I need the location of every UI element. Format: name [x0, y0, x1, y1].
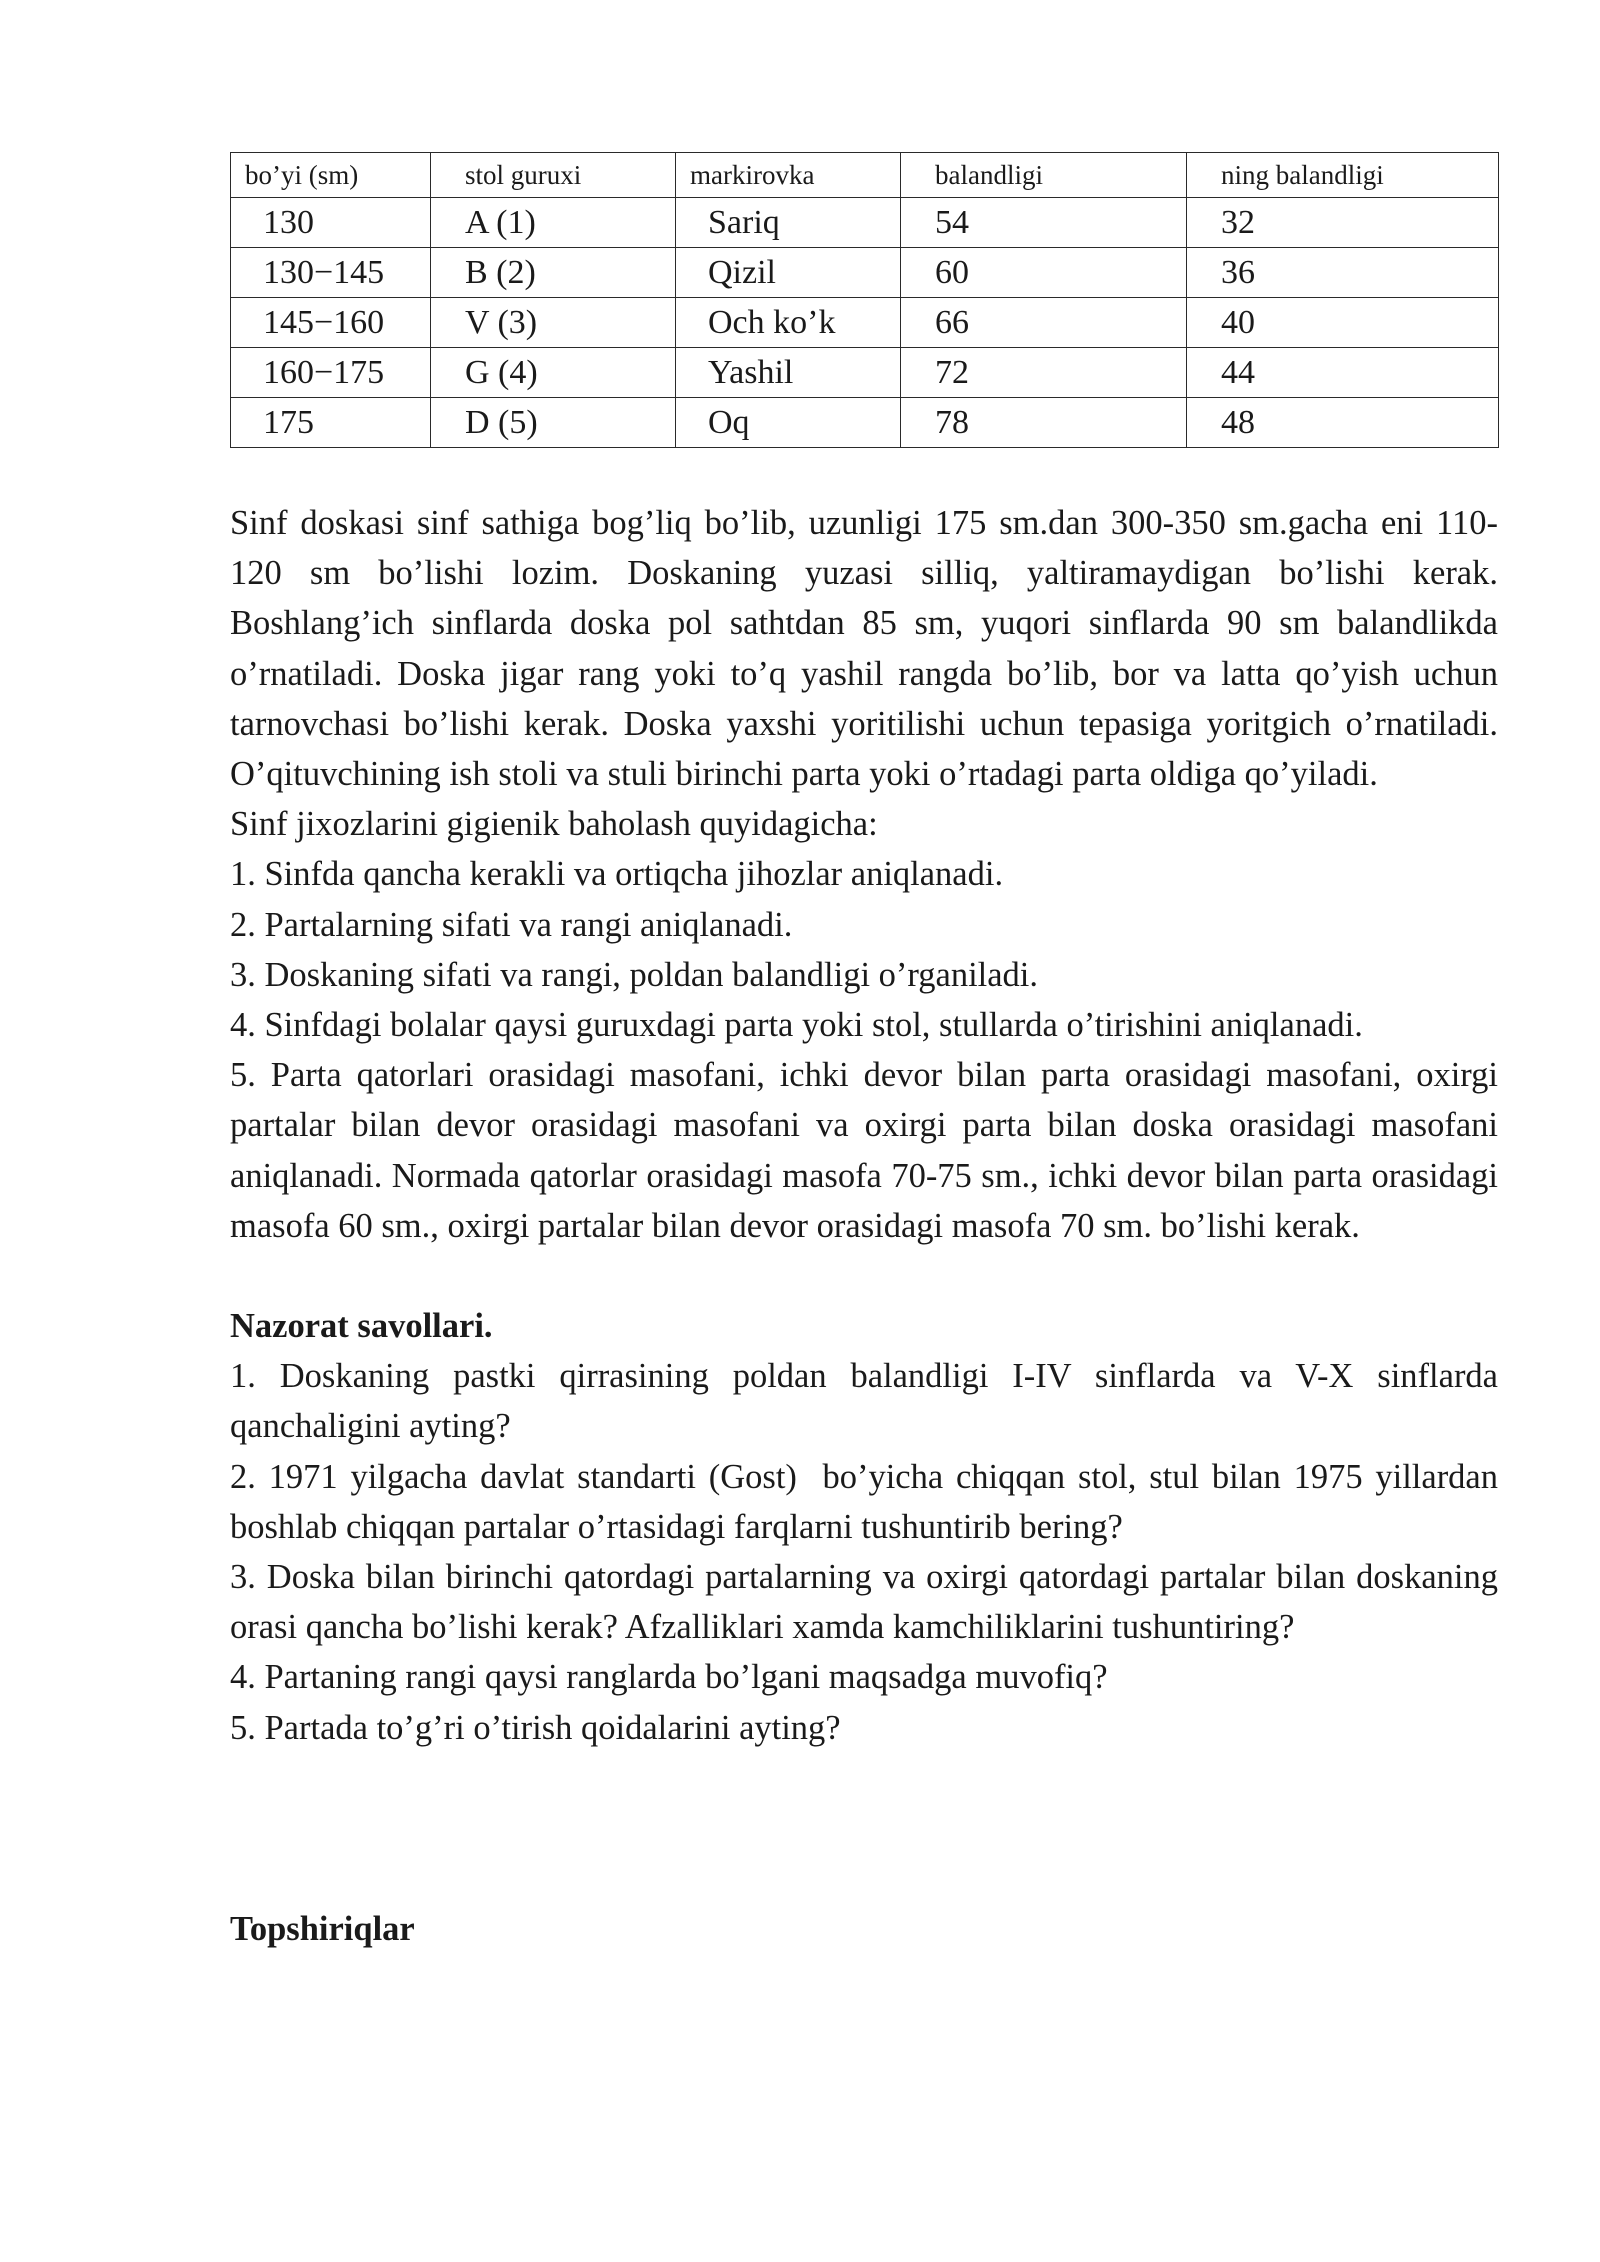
table-cell: G (4) — [431, 348, 676, 398]
question-item: 4. Partaning rangi qaysi ranglarda bo’lgani maqsadga muvofiq? — [230, 1658, 1108, 1697]
spacer — [230, 1753, 1498, 1904]
evaluation-item: 2. Partalarning sifati va rangi aniqlanadi. — [230, 905, 793, 944]
document-page — [230, 152, 1507, 1954]
question-item: 5. Partada to’g’ri o’tirish qoidalarini ayting? — [230, 1708, 841, 1747]
table-cell: 60 — [901, 248, 1187, 298]
evaluation-item: 5. Parta qatorlari orasidagi masofani, ichki devor bilan parta orasidagi masofani, oxirgi partalar bilan devor orasidagi masofani va oxirgi parta bilan doska orasidagi masofani aniqlanadi. Normada qatorlar orasidagi masofa 70-75 sm., ichki devor bilan parta orasidagi masofa 60 sm., oxirgi partalar bilan devor orasidagi masofa 70 sm. bo’lishi kerak. — [230, 1056, 1498, 1245]
table-cell: 48 — [1187, 398, 1499, 448]
table-cell: 130 — [231, 198, 431, 248]
table-cell: 72 — [901, 348, 1187, 398]
table-row — [231, 198, 1499, 248]
evaluation-item: 4. Sinfdagi bolalar qaysi guruxdagi parta yoki stol, stullarda o’tirishini aniqlanadi. — [230, 1006, 1363, 1045]
table-cell: Och ko’k — [676, 298, 901, 348]
table-cell: Yashil — [676, 348, 901, 398]
table-cell: Sariq — [676, 198, 901, 248]
desk-norms-table — [230, 152, 1499, 448]
body-text — [230, 498, 1507, 1954]
table-cell: 145−160 — [231, 298, 431, 348]
evaluation-intro: Sinf jixozlarini gigienik baholash quyidagicha: — [230, 805, 878, 844]
table-cell: 78 — [901, 398, 1187, 448]
table-row — [231, 298, 1499, 348]
table-cell: 66 — [901, 298, 1187, 348]
table-cell: Qizil — [676, 248, 901, 298]
table-cell: 160−175 — [231, 348, 431, 398]
table-cell: D (5) — [431, 398, 676, 448]
table-row — [231, 398, 1499, 448]
question-item: 2. 1971 yilgacha davlat standarti (Gost) bo’yicha chiqqan stol, stul bilan 1975 yillardan boshlab chiqqan partalar o’rtasidagi farqlarni tushuntirib bering? — [230, 1457, 1507, 1546]
table-header-cell: balandligi — [901, 153, 1187, 198]
table-cell: 40 — [1187, 298, 1499, 348]
table-cell: 36 — [1187, 248, 1499, 298]
table-cell: V (3) — [431, 298, 676, 348]
table-cell: Oq — [676, 398, 901, 448]
table-cell: B (2) — [431, 248, 676, 298]
question-item: 1. Doskaning pastki qirrasining poldan balandligi I-IV sinflarda va V-X sinflarda qanchaligini ayting? — [230, 1357, 1498, 1446]
table-cell: A (1) — [431, 198, 676, 248]
blackboard-paragraph: Sinf doskasi sinf sathiga bog’liq bo’lib, uzunligi 175 sm.dan 300-350 sm.gacha eni 110-120 sm bo’lishi lozim. Doskaning yuzasi silliq, yaltiramaydigan bo’lishi kerak. Boshlang’ich sinflarda doska pol sathtdan 85 sm, yuqori sinflarda 90 sm balandlikda o’rnatiladi. Doska jigar rang yoki to’q yashil rangda bo’lib, bor va latta qo’yish uchun tarnovchasi bo’lishi kerak. Doska yaxshi yoritilishi uchun tepasiga yoritgich o’rnatiladi. O’qituvchining ish stoli va stuli birinchi parta yoki o’rtadagi parta oldiga qo’yiladi. — [230, 504, 1498, 794]
table-row — [231, 348, 1499, 398]
table-header-cell: markirovka — [676, 153, 901, 198]
table-cell: 32 — [1187, 198, 1499, 248]
table-cell: 175 — [231, 398, 431, 448]
evaluation-item: 1. Sinfda qancha kerakli va ortiqcha jihozlar aniqlanadi. — [230, 855, 1004, 894]
tasks-heading: Topshiriqlar — [230, 1909, 415, 1948]
table-header-cell: bo’yi (sm) — [231, 153, 431, 198]
question-item: 3. Doska bilan birinchi qatordagi partalarning va oxirgi qatordagi partalar bilan doskaning orasi qancha bo’lishi kerak? Afzalliklari xamda kamchiliklarini tushuntiring? — [230, 1558, 1498, 1647]
spacer — [230, 1251, 1498, 1301]
table-header-cell: ning balandligi — [1187, 153, 1499, 198]
table-cell: 54 — [901, 198, 1187, 248]
table-cell: 130−145 — [231, 248, 431, 298]
evaluation-item: 3. Doskaning sifati va rangi, poldan balandligi o’rganiladi. — [230, 955, 1039, 994]
table-header-cell: stol guruxi — [431, 153, 676, 198]
table-header-row — [231, 153, 1499, 198]
questions-heading: Nazorat savollari. — [230, 1307, 493, 1346]
table-row — [231, 248, 1499, 298]
table-cell: 44 — [1187, 348, 1499, 398]
